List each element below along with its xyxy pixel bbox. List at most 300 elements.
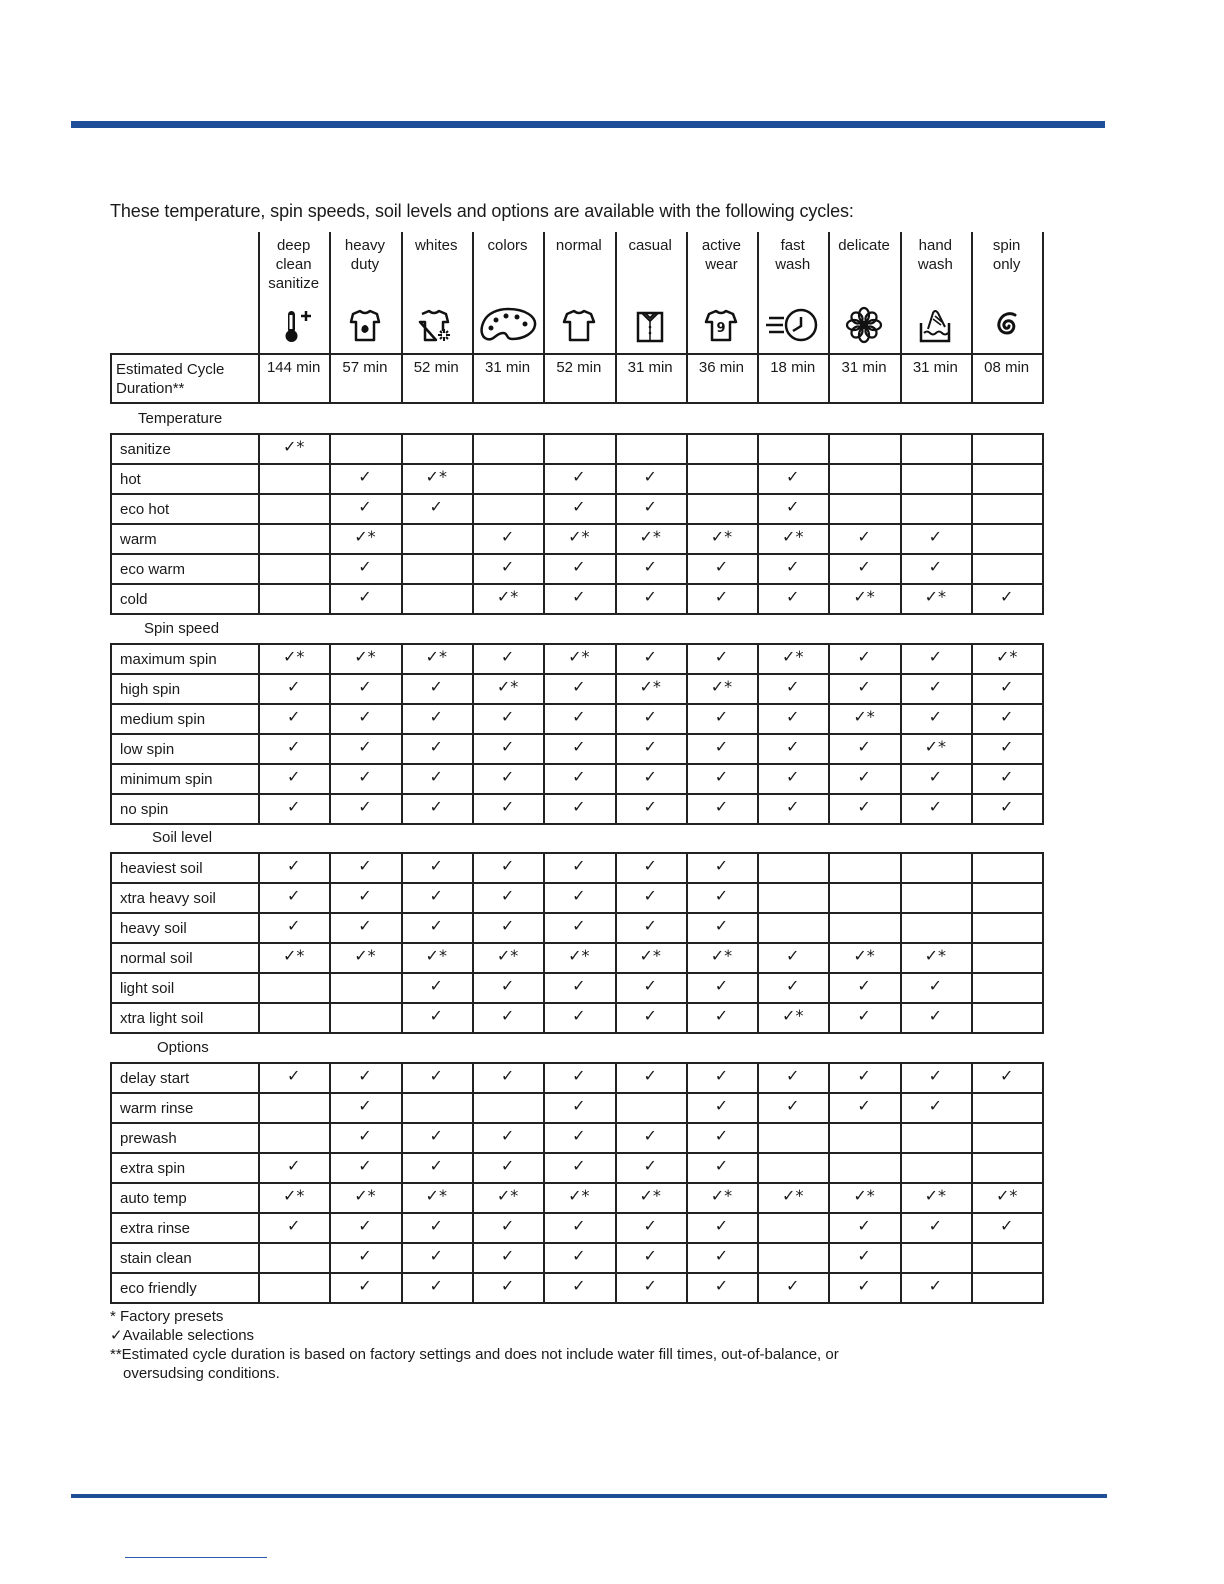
check-mark: ✓	[928, 767, 943, 786]
check-mark: ✓	[857, 1006, 871, 1025]
check-mark: ✓	[500, 976, 515, 995]
duration-9: 31 min	[912, 359, 958, 376]
check-mark: ✓	[643, 976, 657, 995]
cycle-name-4: normal	[555, 237, 602, 254]
check-mark: ✓	[286, 1066, 301, 1085]
check-mark: ✓	[572, 497, 586, 516]
row-label: auto temp	[120, 1190, 187, 1207]
check-mark: ✓	[572, 886, 586, 905]
check-mark: ✓*	[425, 1186, 447, 1205]
grid-line	[971, 1062, 973, 1304]
row-label: light soil	[120, 980, 175, 997]
check-mark: ✓	[857, 1216, 871, 1235]
check-mark: ✓	[286, 767, 301, 786]
duration-5: 31 min	[627, 359, 673, 376]
row-label: delay start	[120, 1070, 190, 1087]
check-mark: ✓	[358, 856, 372, 875]
check-mark: ✓	[358, 497, 372, 516]
section-title-1: Spin speed	[144, 620, 220, 637]
check-mark: ✓	[358, 737, 372, 756]
row-label: medium spin	[120, 711, 206, 728]
button-shirt-icon	[615, 305, 686, 347]
check-mark: ✓*	[354, 946, 376, 965]
check-mark: ✓*	[639, 946, 661, 965]
row-label: heavy soil	[120, 920, 187, 937]
tshirt-icon	[543, 305, 614, 347]
check-mark: ✓	[786, 737, 800, 756]
check-mark: ✓	[429, 976, 443, 995]
duration-8: 31 min	[841, 359, 887, 376]
row-label: sanitize	[120, 441, 171, 458]
check-mark: ✓*	[853, 707, 875, 726]
grid-line	[110, 1122, 1044, 1124]
check-mark: ✓	[286, 886, 301, 905]
grid-line	[110, 353, 1044, 355]
grid-line	[110, 1062, 112, 1304]
check-mark: ✓	[857, 527, 871, 546]
check-mark: ✓	[500, 737, 515, 756]
check-mark: ✓	[572, 976, 586, 995]
check-mark: ✓	[857, 1276, 871, 1295]
row-label: normal soil	[120, 950, 193, 967]
check-mark: ✓	[857, 677, 871, 696]
check-mark: ✓	[429, 707, 443, 726]
grid-line	[110, 1212, 1044, 1214]
grid-line	[1042, 643, 1044, 825]
grid-line	[110, 553, 1044, 555]
grid-line	[258, 433, 260, 615]
check-mark: ✓*	[282, 647, 305, 666]
check-mark: ✓*	[782, 1006, 804, 1025]
check-mark: ✓*	[995, 647, 1018, 666]
check-mark: ✓	[714, 587, 729, 606]
check-mark: ✓	[714, 1006, 729, 1025]
check-mark: ✓	[714, 1096, 729, 1115]
shirt-sparkle-icon	[401, 305, 472, 347]
check-mark: ✓	[500, 886, 515, 905]
row-label: prewash	[120, 1130, 177, 1147]
check-mark: ✓	[358, 886, 372, 905]
grid-line	[472, 1062, 474, 1304]
check-mark: ✓	[500, 1216, 515, 1235]
check-mark: ✓	[572, 1006, 586, 1025]
check-mark: ✓	[286, 797, 301, 816]
check-mark: ✓	[358, 916, 372, 935]
row-label: cold	[120, 591, 148, 608]
bottom-blue-rule	[71, 1494, 1107, 1498]
grid-line	[1042, 433, 1044, 615]
check-mark: ✓	[643, 1066, 657, 1085]
check-mark: ✓	[786, 677, 800, 696]
spiral-icon	[971, 305, 1042, 347]
grid-line	[110, 402, 1044, 404]
check-mark: ✓	[429, 1126, 443, 1145]
grid-line	[110, 852, 1044, 854]
top-blue-rule	[71, 121, 1105, 128]
check-mark: ✓	[928, 557, 943, 576]
check-mark: ✓*	[782, 527, 804, 546]
check-mark: ✓	[500, 1126, 515, 1145]
check-mark: ✓*	[496, 946, 519, 965]
check-mark: ✓	[286, 916, 301, 935]
check-mark: ✓	[857, 1066, 871, 1085]
check-mark: ✓	[643, 1276, 657, 1295]
check-mark: ✓	[714, 1156, 729, 1175]
check-mark: ✓	[572, 856, 586, 875]
check-mark: ✓	[999, 737, 1014, 756]
check-mark: ✓	[643, 1246, 657, 1265]
check-mark: ✓	[857, 557, 871, 576]
grid-line	[329, 852, 331, 1034]
check-mark: ✓	[643, 737, 657, 756]
check-mark: ✓	[714, 647, 729, 666]
grid-line	[110, 1152, 1044, 1154]
grid-line	[401, 433, 403, 615]
estimated-duration-note-cont: oversudsing conditions.	[123, 1365, 280, 1382]
check-mark: ✓	[572, 1096, 586, 1115]
check-mark: ✓*	[853, 587, 875, 606]
check-mark: ✓	[500, 527, 515, 546]
grid-line	[110, 793, 1044, 795]
check-mark: ✓*	[853, 1186, 875, 1205]
check-mark: ✓*	[568, 527, 590, 546]
cycle-name-5: casual	[628, 237, 672, 254]
grid-line	[110, 643, 112, 825]
grid-line	[110, 673, 1044, 675]
check-mark: ✓	[786, 557, 800, 576]
check-mark: ✓	[429, 1006, 443, 1025]
cycle-name-10: spin only	[992, 237, 1021, 273]
check-mark: ✓	[286, 707, 301, 726]
check-mark: ✓	[572, 1216, 586, 1235]
check-mark: ✓*	[496, 587, 519, 606]
cycle-name-1: heavy duty	[344, 237, 385, 273]
check-mark: ✓	[786, 587, 800, 606]
check-mark: ✓	[928, 1066, 943, 1085]
check-mark: ✓	[358, 557, 372, 576]
check-mark: ✓	[358, 1216, 372, 1235]
check-mark: ✓	[358, 467, 372, 486]
cycle-name-7: fast wash	[775, 237, 811, 273]
jersey-icon	[686, 305, 757, 347]
check-mark: ✓	[572, 797, 586, 816]
grid-line	[110, 1302, 1044, 1304]
check-mark: ✓*	[995, 1186, 1018, 1205]
row-label: xtra heavy soil	[120, 890, 216, 907]
check-mark: ✓*	[639, 527, 661, 546]
row-label: eco warm	[120, 561, 186, 578]
duration-4: 52 min	[556, 359, 602, 376]
check-mark: ✓	[572, 1066, 586, 1085]
duration-2: 52 min	[413, 359, 459, 376]
row-label: warm rinse	[120, 1100, 194, 1117]
fast-clock-icon	[757, 305, 828, 347]
duration-3: 31 min	[485, 359, 531, 376]
shirt-stain-icon	[329, 305, 400, 347]
grid-line	[110, 493, 1044, 495]
check-mark: ✓	[358, 1096, 372, 1115]
grid-line	[1042, 353, 1044, 404]
check-mark: ✓*	[425, 467, 447, 486]
grid-line	[401, 1062, 403, 1304]
check-mark: ✓	[786, 946, 800, 965]
check-mark: ✓	[572, 767, 586, 786]
row-label: extra spin	[120, 1160, 186, 1177]
check-mark: ✓	[643, 467, 657, 486]
check-mark: ✓	[928, 976, 943, 995]
check-mark: ✓	[999, 587, 1014, 606]
check-mark: ✓*	[782, 647, 804, 666]
check-mark: ✓	[714, 916, 729, 935]
check-mark: ✓	[500, 1246, 515, 1265]
check-mark: ✓	[643, 767, 657, 786]
grid-line	[110, 1032, 1044, 1034]
row-label: extra rinse	[120, 1220, 191, 1237]
grid-line	[110, 643, 1044, 645]
grid-line	[110, 463, 1044, 465]
check-mark: ✓	[429, 767, 443, 786]
cycle-name-9: hand wash	[917, 237, 953, 273]
grid-line	[1042, 232, 1044, 355]
check-mark: ✓	[999, 707, 1014, 726]
check-mark: ✓	[857, 767, 871, 786]
check-mark: ✓	[786, 497, 800, 516]
check-mark: ✓*	[425, 647, 447, 666]
check-mark: ✓	[572, 707, 586, 726]
check-mark: ✓	[999, 767, 1014, 786]
check-mark: ✓	[714, 1276, 729, 1295]
check-mark: ✓	[786, 1096, 800, 1115]
check-mark: ✓	[429, 856, 443, 875]
check-mark: ✓*	[924, 946, 947, 965]
check-mark: ✓	[786, 797, 800, 816]
check-mark: ✓	[714, 1216, 729, 1235]
check-mark: ✓	[429, 497, 443, 516]
check-mark: ✓	[928, 1096, 943, 1115]
cycle-name-3: colors	[487, 237, 528, 254]
check-mark: ✓	[429, 797, 443, 816]
grid-line	[1042, 1062, 1044, 1304]
check-mark: ✓	[643, 587, 657, 606]
check-mark: ✓	[714, 1126, 729, 1145]
row-label: low spin	[120, 741, 175, 758]
check-mark: ✓	[500, 1006, 515, 1025]
check-mark: ✓	[928, 647, 943, 666]
duration-6: 36 min	[698, 359, 744, 376]
check-mark: ✓	[286, 856, 301, 875]
check-mark: ✓	[714, 856, 729, 875]
check-mark: ✓*	[924, 1186, 947, 1205]
check-mark: ✓	[429, 916, 443, 935]
grid-line	[110, 433, 1044, 435]
hand-wash-icon	[900, 305, 971, 347]
check-mark: ✓	[643, 1126, 657, 1145]
check-mark: ✓	[857, 647, 871, 666]
grid-line	[110, 852, 112, 1034]
check-mark: ✓	[429, 677, 443, 696]
grid-line	[110, 972, 1044, 974]
check-mark: ✓	[643, 1156, 657, 1175]
check-mark: ✓	[500, 767, 515, 786]
check-mark: ✓	[358, 797, 372, 816]
row-label: eco friendly	[120, 1280, 197, 1297]
check-mark: ✓	[429, 1066, 443, 1085]
grid-line	[110, 433, 112, 615]
check-mark: ✓	[572, 557, 586, 576]
check-mark: ✓	[857, 976, 871, 995]
check-mark: ✓	[500, 707, 515, 726]
check-mark: ✓	[500, 647, 515, 666]
check-mark: ✓	[500, 797, 515, 816]
check-mark: ✓	[429, 886, 443, 905]
check-mark: ✓*	[568, 946, 590, 965]
check-mark: ✓	[786, 976, 800, 995]
check-mark: ✓	[999, 797, 1014, 816]
available-selections-note: ✓Available selections	[110, 1327, 255, 1344]
grid-line	[110, 353, 112, 404]
check-mark: ✓	[643, 647, 657, 666]
check-mark: ✓	[358, 677, 372, 696]
check-mark: ✓*	[710, 946, 733, 965]
check-mark: ✓*	[710, 1186, 733, 1205]
check-mark: ✓	[714, 797, 729, 816]
grid-line	[615, 1062, 617, 1304]
check-mark: ✓*	[425, 946, 447, 965]
row-label: hot	[120, 471, 141, 488]
check-mark: ✓	[999, 1066, 1014, 1085]
grid-line	[1042, 852, 1044, 1034]
check-mark: ✓	[999, 1216, 1014, 1235]
cycle-name-0: deep clean sanitize	[268, 237, 320, 292]
check-mark: ✓	[429, 737, 443, 756]
estimated-duration-note: **Estimated cycle duration is based on factory settings and does not include water fill times, out-of-balance, or	[110, 1346, 839, 1363]
grid-line	[110, 523, 1044, 525]
check-mark: ✓	[358, 767, 372, 786]
check-mark: ✓*	[282, 437, 305, 456]
grid-line	[110, 882, 1044, 884]
check-mark: ✓	[643, 707, 657, 726]
grid-line	[110, 763, 1044, 765]
check-mark: ✓*	[924, 737, 947, 756]
check-mark: ✓	[358, 1156, 372, 1175]
check-mark: ✓	[928, 1276, 943, 1295]
check-mark: ✓	[429, 1276, 443, 1295]
check-mark: ✓	[714, 976, 729, 995]
check-mark: ✓	[500, 557, 515, 576]
section-title-0: Temperature	[138, 410, 223, 427]
grid-line	[110, 912, 1044, 914]
check-mark: ✓	[572, 737, 586, 756]
check-mark: ✓	[928, 707, 943, 726]
check-mark: ✓	[358, 1066, 372, 1085]
row-label: stain clean	[120, 1250, 192, 1267]
grid-line	[110, 1002, 1044, 1004]
duration-7: 18 min	[770, 359, 816, 376]
grid-line	[110, 613, 1044, 615]
check-mark: ✓	[786, 467, 800, 486]
check-mark: ✓*	[853, 946, 875, 965]
check-mark: ✓*	[568, 1186, 590, 1205]
check-mark: ✓	[786, 707, 800, 726]
row-label: heaviest soil	[120, 860, 203, 877]
check-mark: ✓	[286, 737, 301, 756]
check-mark: ✓	[500, 916, 515, 935]
check-mark: ✓	[999, 677, 1014, 696]
check-mark: ✓	[643, 1006, 657, 1025]
grid-line	[110, 583, 1044, 585]
check-mark: ✓	[786, 767, 800, 786]
check-mark: ✓*	[782, 1186, 804, 1205]
check-mark: ✓*	[710, 527, 733, 546]
check-mark: ✓*	[282, 946, 305, 965]
check-mark: ✓	[500, 856, 515, 875]
grid-line	[110, 1092, 1044, 1094]
check-mark: ✓	[286, 677, 301, 696]
duration-label: Estimated Cycle Duration**	[116, 361, 225, 397]
section-title-2: Soil level	[152, 829, 213, 846]
check-mark: ✓	[572, 916, 586, 935]
check-mark: ✓*	[568, 647, 590, 666]
check-mark: ✓*	[282, 1186, 305, 1205]
cycle-name-2: whites	[414, 237, 458, 254]
check-mark: ✓	[928, 677, 943, 696]
check-mark: ✓	[286, 1156, 301, 1175]
thermometer-plus-icon	[258, 305, 329, 347]
footnotes	[110, 1307, 839, 1383]
grid-line	[110, 942, 1044, 944]
grid-line	[258, 1062, 260, 1304]
palette-icon	[472, 305, 543, 347]
check-mark: ✓	[358, 707, 372, 726]
check-mark: ✓	[572, 1156, 586, 1175]
check-mark: ✓	[572, 587, 586, 606]
check-mark: ✓	[857, 737, 871, 756]
check-mark: ✓	[714, 737, 729, 756]
check-mark: ✓	[643, 557, 657, 576]
check-mark: ✓	[857, 1096, 871, 1115]
check-mark: ✓*	[639, 677, 661, 696]
check-mark: ✓	[928, 1216, 943, 1235]
cycle-name-6: active wear	[701, 237, 742, 273]
check-mark: ✓	[643, 497, 657, 516]
check-mark: ✓	[429, 1156, 443, 1175]
check-mark: ✓	[928, 1006, 943, 1025]
check-mark: ✓	[572, 1276, 586, 1295]
section-title-3: Options	[157, 1039, 209, 1056]
check-mark: ✓	[500, 1066, 515, 1085]
check-mark: ✓	[714, 707, 729, 726]
grid-line	[110, 1062, 1044, 1064]
check-mark: ✓	[714, 557, 729, 576]
check-mark: ✓	[928, 527, 943, 546]
grid-line	[258, 852, 260, 1034]
row-label: maximum spin	[120, 651, 217, 668]
cycle-name-8: delicate	[838, 237, 890, 254]
check-mark: ✓	[500, 1276, 515, 1295]
grid-line	[971, 852, 973, 1034]
factory-presets-note: * Factory presets	[110, 1308, 224, 1325]
flower-icon	[828, 305, 899, 347]
row-label: no spin	[120, 801, 169, 818]
check-mark: ✓*	[354, 647, 376, 666]
check-mark: ✓	[643, 856, 657, 875]
check-mark: ✓	[572, 677, 586, 696]
grid-line	[110, 1182, 1044, 1184]
check-mark: ✓	[714, 1066, 729, 1085]
check-mark: ✓	[643, 1216, 657, 1235]
svg-text:9: 9	[716, 321, 726, 336]
check-mark: ✓	[286, 1216, 301, 1235]
